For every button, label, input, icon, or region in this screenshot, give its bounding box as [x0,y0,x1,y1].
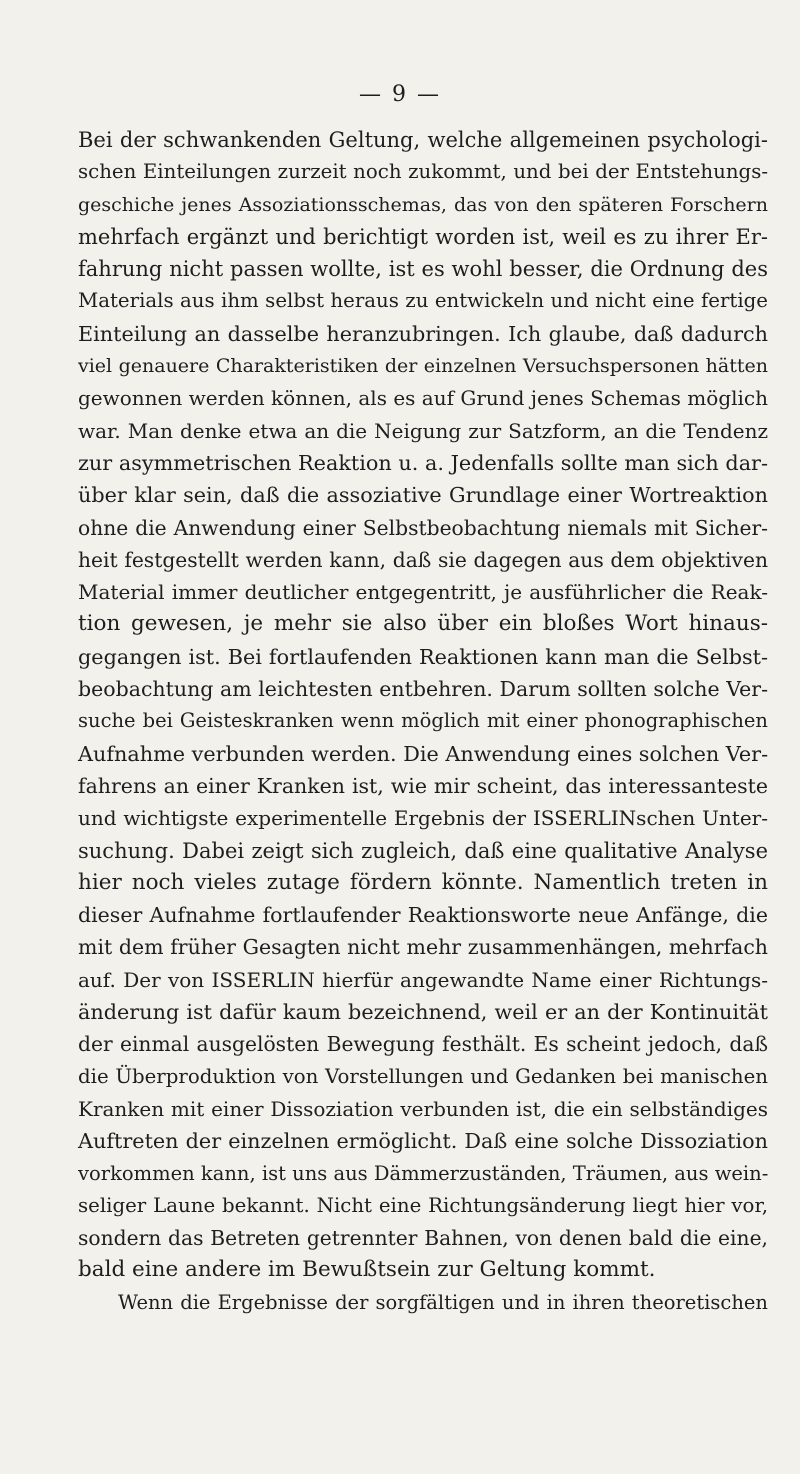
text-line: Material immer deutlicher entgegentritt, je ausführlicher die Reak- [78,580,768,605]
text-line: tion gewesen, je mehr sie also über ein bloßes Wort hinaus- [78,611,768,637]
text-line: fahrung nicht passen wollte, ist es wohl besser, die Ordnung des [78,257,768,282]
text-line: seliger Laune bekannt. Nicht eine Richtungsänderung liegt hier vor, [78,1193,768,1217]
text-line: beobachtung am leichtesten entbehren. Darum sollten solche Ver- [78,677,768,702]
text-line: Kranken mit einer Dissoziation verbunden ist, die ein selbständiges [78,1096,768,1121]
text-line: mit dem früher Gesagten nicht mehr zusammenhängen, mehrfach [78,935,768,960]
paragraph-2 [78,1287,768,1319]
text-line: sondern das Betreten getrennter Bahnen, von denen bald die eine, [78,1226,768,1251]
paragraph-1 [78,124,768,1287]
text-line: heit festgestellt werden kann, daß sie dagegen aus dem objektiven [78,547,768,572]
text-line: war. Man denke etwa an die Neigung zur Satzform, an die Tendenz [78,418,768,443]
text-line: änderung ist dafür kaum bezeichnend, weil er an der Kontinuität [78,1000,768,1025]
text-line: Auftreten der einzelnen ermöglicht. Daß eine solche Dissoziation [78,1129,768,1154]
text-line: Materials aus ihm selbst heraus zu entwickeln und nicht eine fertige [78,289,768,313]
text-line: gegangen ist. Bei fortlaufenden Reaktionen kann man die Selbst- [78,644,768,669]
text-line: Aufnahme verbunden werden. Die Anwendung eines solchen Ver- [78,741,769,766]
text-line: fahrens an einer Kranken ist, wie mir scheint, das interessanteste [78,773,768,798]
text-line: suchung. Dabei zeigt sich zugleich, daß eine qualitative Analyse [78,838,768,863]
text-line: auf. Der von ISSERLIN hierfür angewandte Name einer Richtungs- [78,967,768,992]
body-text [78,124,768,1319]
text-line: zur asymmetrischen Reaktion u. a. Jedenfalls sollte man sich dar- [78,450,768,475]
text-line: gewonnen werden können, als es auf Grund jenes Schemas möglich [78,386,768,411]
text-line: schen Einteilungen zurzeit noch zukommt, und bei der Entstehungs- [78,160,768,184]
text-line: und wichtigste experimentelle Ergebnis der ISSERLINschen Unter- [78,806,768,831]
text-line: geschiche jenes Assoziationsschemas, das von den späteren Forschern [78,193,768,216]
text-line: Bei der schwankenden Geltung, welche allgemeinen psychologi- [78,128,768,152]
text-line: suche bei Geisteskranken wenn möglich mit einer phonographischen [78,709,768,733]
text-line: vorkommen kann, ist uns aus Dämmerzuständen, Träumen, aus wein- [78,1161,769,1185]
text-line: mehrfach ergänzt und berichtigt worden ist, weil es zu ihrer Er- [78,224,768,249]
text-line: hier noch vieles zutage fördern könnte. Namentlich treten in [78,869,768,895]
text-line: über klar sein, daß die assoziative Grundlage einer Wortreaktion [78,483,768,508]
text-line: Einteilung an dasselbe heranzubringen. Ich glaube, daß dadurch [78,321,768,346]
text-line: der einmal ausgelösten Bewegung festhält. Es scheint jedoch, daß [78,1032,768,1057]
page-number: — 9 — [359,82,441,107]
text-line: die Überproduktion von Vorstellungen und Gedanken bei manischen [78,1064,768,1088]
text-line: dieser Aufnahme fortlaufender Reaktionsworte neue Anfänge, die [78,903,768,928]
text-line: bald eine andere im Bewußtsein zur Geltung kommt. [78,1257,656,1283]
text-line: viel genauere Charakteristiken der einzelnen Versuchspersonen hätten [78,355,768,378]
text-line: ohne die Anwendung einer Selbstbeobachtung niemals mit Sicher- [78,515,768,540]
text-line: Wenn die Ergebnisse der sorgfältigen und in ihren theoretischen [118,1290,768,1314]
